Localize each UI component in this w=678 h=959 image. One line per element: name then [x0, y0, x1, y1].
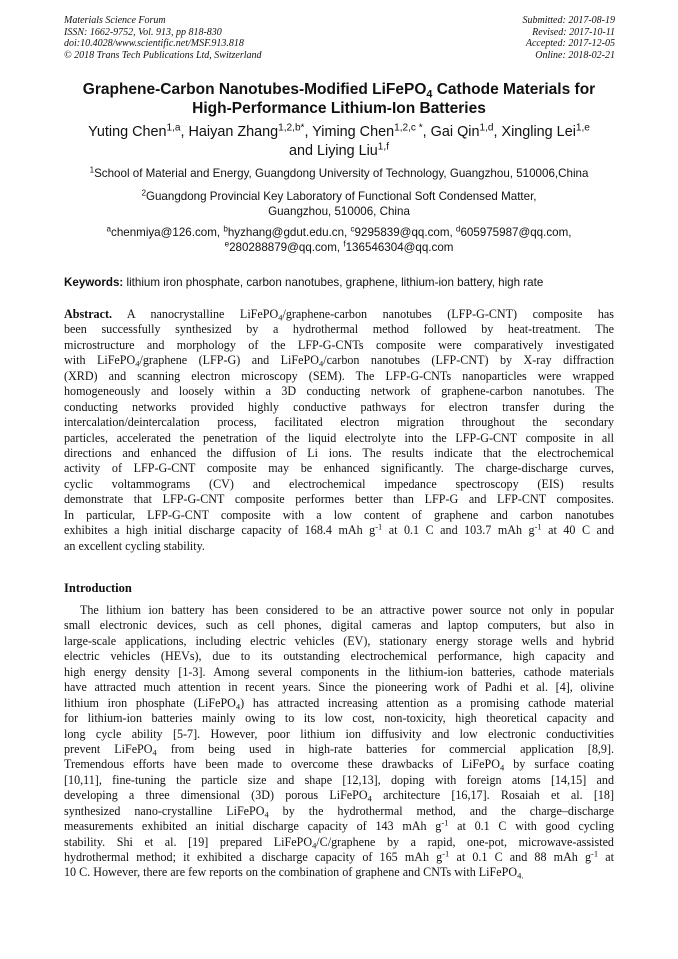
- date-online: Online: 2018-02-21: [535, 49, 615, 61]
- email-address: 280288879@qq.com,: [229, 241, 344, 254]
- text-line: small electronic devices, such as cell phones, digital cameras and laptop computers, but also in: [64, 618, 614, 633]
- text-line: hydrothermal method; it exhibited a discharge capacity of 165 mAh $g^{-1}$ at 0.1 C and 88 mAh $g^{-1}$ at: [64, 848, 614, 864]
- text-line: prevent LiFePO$_4$ from being used in high-rate batteries for commercial application [8,9].: [64, 741, 614, 758]
- journal-name: Materials Science Forum: [64, 15, 166, 26]
- author-emails: [40, 225, 638, 255]
- section-heading-introduction: Introduction: [64, 581, 132, 595]
- journal-copyright: © 2018 Trans Tech Publications Ltd, Switzerland: [64, 49, 262, 61]
- text-line: (XRD) and scanning electron microscopy (SEM). The LFP-G-CNTs nanoparticles were wrapped: [64, 368, 614, 383]
- text-line: large-scale applications, including electric vehicles (EV), stationary energy storage wells and hybrid: [64, 633, 614, 648]
- text-line: long cycle ability [5-7]. However, poor lithium ion diffusivity and low electronic conductivities: [64, 726, 614, 741]
- author-line-1: Yuting Chen$^{1,a}$, Haiyan Zhang$^{1,2,b*}$, Yiming Chen$^{1,2,c *}$, Gai Qin$^{1,d}$, Xingling Lei$^{1,e}$: [88, 122, 590, 140]
- text-line: activity of LFP-G-CNT composite may be enhanced significantly. The charge-discharge curves,: [64, 461, 614, 476]
- submission-dates: [523, 15, 616, 61]
- text-line: exhibites a high initial discharge capacity of 168.4 mAh $g^{-1}$ at 0.1 C and 103.7 mAh $g^{-1}$ at 40 C and: [64, 521, 614, 538]
- email-address: 136546304@qq.com: [345, 241, 454, 254]
- email-address: hyzhang@gdut.edu.cn,: [227, 226, 351, 239]
- email-line-1: $^a$chenmiya@126.com, $^b$hyzhang@gdut.edu.cn, $^c$9295839@qq.com, $^d$605975987@qq.com,: [106, 224, 572, 239]
- author-list: [40, 123, 638, 161]
- author-affiliation-mark: 1,e: [575, 122, 590, 134]
- author-affiliation-mark: 1,f: [377, 141, 390, 153]
- text-line: demonstrate that LFP-G-CNT composite performes better than LFP-G and LFP-CNT composites.: [64, 492, 614, 507]
- journal-issn: ISSN: 1662-9752, Vol. 913, pp 818-830: [64, 26, 222, 38]
- author-name: Xingling Lei: [501, 124, 576, 140]
- author-affiliation-mark: 1,2,c *: [394, 122, 423, 134]
- text-line: with LiFePO$_4$/graphene (LFP-G) and LiFePO$_4$/carbon nanotubes (LFP-CNT) by X-ray diffraction: [64, 353, 614, 369]
- text-line: measurements exhibited an initial discharge capacity of 143 mAh $g^{-1}$ at 0.1 C with good cycling: [64, 817, 614, 834]
- text-line: Tremendous efforts have been made to overcome these drawbacks of LiFePO$_4$ by surface coating: [64, 757, 614, 773]
- text-line: for lithium-ion batteries mainly owing to its low cost, non-toxicity, high theoretical capacity and: [64, 711, 614, 726]
- text-line: The lithium ion battery has been considered to be an attractive power source not only in popular: [80, 603, 614, 617]
- journal-info: [64, 15, 262, 61]
- date-submitted: Submitted: 2017-08-19: [522, 15, 615, 26]
- text-line: In particular, LFP-G-CNT composite with a low content of graphene and carbon nanotubes: [64, 507, 614, 522]
- email-address: 9295839@qq.com,: [354, 226, 456, 239]
- author-affiliation-mark: 1,a: [166, 122, 181, 134]
- keywords: Keywords: lithium iron phosphate, carbon nanotubes, graphene, lithium-ion battery, high rate: [64, 276, 544, 289]
- author-affiliation-mark: 1,2,b*: [278, 122, 305, 134]
- text-line: an excellent cycling stability.: [64, 538, 205, 553]
- text-line: have attracted much attention in recent years. Since the pioneering work of Padhi et al. [4], olivine: [64, 680, 614, 695]
- text-line: homogeneously and loosely within a 3D conducting network of graphene-carbon nanotubes. The: [64, 384, 614, 399]
- text-line: developing a three dimensional (3D) porous LiFePO$_4$ architecture [16,17]. Rosaiah et al. [18]: [64, 788, 615, 804]
- author-line-2: [40, 142, 638, 161]
- text-line: cyclic voltammograms (CV) and electrochemical impedance spectroscopy (EIS) results: [64, 476, 614, 491]
- title-line-2: High-Performance Lithium-Ion Batteries: [192, 100, 486, 117]
- affiliation-2: $^2$Guangdong Provincial Key Laboratory of Functional Soft Condensed Matter, Guangzhou, 510006, China: [141, 188, 537, 218]
- author-name: Yuting Chen: [88, 124, 167, 140]
- text-line: [10,11], fine-tuning the particle size and shape [12,13], doping with foreign atoms [14,15] and: [64, 772, 614, 787]
- date-accepted: Accepted: 2017-12-05: [525, 38, 615, 50]
- abstract: [64, 307, 614, 554]
- text-line: 10 C. However, there are few reports on the combination of graphene and CNTs with LiFePO$_{4.}$: [64, 865, 524, 881]
- author-affiliation-mark: 1,d: [479, 122, 494, 134]
- text-line: been successfully synthesized by a hydrothermal method followed by heat-treatment. The: [64, 322, 614, 337]
- email-address: 605975987@qq.com,: [460, 226, 572, 239]
- abstract-label: Abstract.: [64, 307, 113, 321]
- paper-title: [40, 80, 638, 118]
- text-line: high energy density [1-3]. Among several components in the lithium-ion batteries, cathode materials: [64, 664, 614, 679]
- journal-doi: doi:10.4028/www.scientific.net/MSF.913.818: [64, 38, 244, 50]
- author-name: Haiyan Zhang: [188, 124, 279, 140]
- email-address: chenmiya@126.com,: [111, 226, 224, 239]
- author-name: Yiming Chen: [312, 124, 395, 140]
- text-line: directions and enhanced the diffusion of Li ions. The results indicate that the electrochemical: [64, 445, 614, 460]
- author-name: and Liying Liu: [288, 143, 378, 159]
- affiliation-1: $^1$School of Material and Energy, Guangdong University of Technology, Guangzhou, 510006,China: [89, 165, 589, 180]
- text-line: intercalation/deintercalation process, facilitated electron migration throughout the secondary: [64, 415, 614, 430]
- title-line-1: Graphene-Carbon Nanotubes-Modified LiFePO$_4$ Cathode Materials for: [82, 81, 596, 101]
- text-line: microstructure and morphology of the LFP-G-CNTs composite were comparatively investigated: [64, 337, 614, 352]
- date-revised: Revised: 2017-10-11: [532, 26, 615, 38]
- text-line: Abstract. A nanocrystalline LiFePO$_4$/graphene-carbon nanotubes (LFP-G-CNT) composite has: [64, 307, 614, 323]
- author-name: Gai Qin: [430, 124, 480, 140]
- text-line: particles, accelerated the penetration of the liquid electrolyte into the LFP-G-CNT composite in all: [64, 430, 614, 445]
- introduction-body: [64, 603, 614, 881]
- text-line: stability. Shi et al. [19] prepared LiFePO$_4$/C/graphene by a rapid, one-pot, microwave-assisted: [64, 834, 614, 851]
- email-line-2: $^e$280288879@qq.com, $^f$136546304@qq.com: [224, 239, 454, 254]
- text-line: synthesized nano-crystalline LiFePO$_4$ by the hydrothermal method, and the charge–discharge: [64, 803, 614, 820]
- text-line: electric vehicles (HEVs), due to its outstanding electrochemical performance, high capacity and: [64, 649, 614, 664]
- text-line: conducting networks provided highly conductive pathways for electron transfer during the: [64, 399, 614, 414]
- text-line: lithium iron phosphate (LiFePO$_4$) has attracted increasing attention as a promising cathode material: [64, 695, 614, 712]
